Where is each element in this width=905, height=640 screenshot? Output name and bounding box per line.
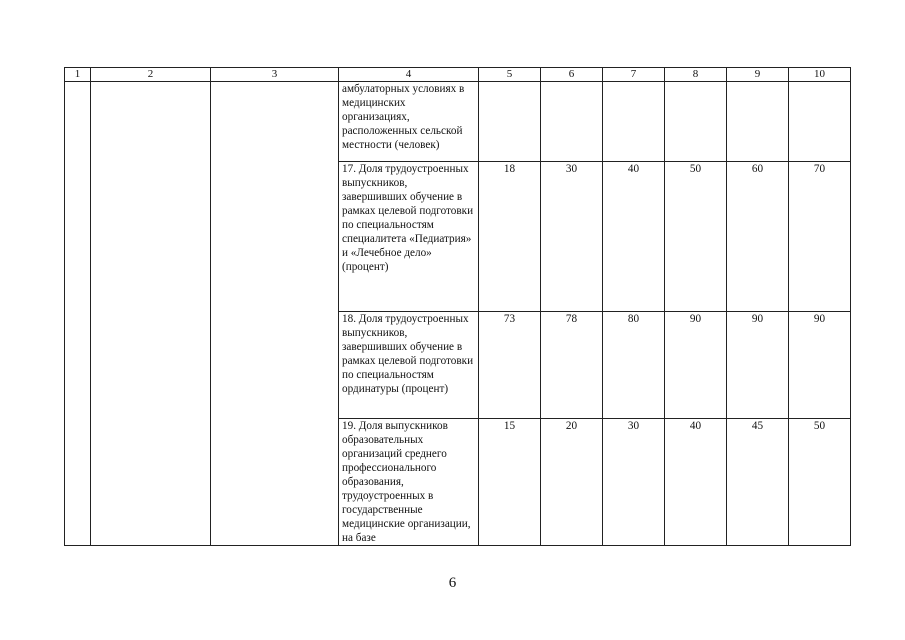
column-header: 6	[541, 68, 603, 82]
indicator-description: 17. Доля трудоустроенных выпускников, завершивших обучение в рамках целевой подготовки по специальностям специалитета «Педиатрия» и «Лечебное дело» (процент)	[339, 162, 479, 312]
column-header: 5	[479, 68, 541, 82]
value-cell: 18	[479, 162, 541, 312]
merged-cell-col1	[65, 82, 91, 546]
value-cell: 15	[479, 419, 541, 546]
value-cell: 90	[727, 312, 789, 419]
value-cell: 70	[789, 162, 851, 312]
value-cell	[789, 82, 851, 162]
value-cell	[603, 82, 665, 162]
column-header: 4	[339, 68, 479, 82]
column-header: 9	[727, 68, 789, 82]
value-cell: 90	[665, 312, 727, 419]
value-cell: 40	[665, 419, 727, 546]
page-number: 6	[448, 575, 457, 591]
column-number-row	[65, 68, 851, 82]
value-cell	[479, 82, 541, 162]
column-header: 8	[665, 68, 727, 82]
value-cell: 73	[479, 312, 541, 419]
column-header: 2	[91, 68, 211, 82]
value-cell: 90	[789, 312, 851, 419]
value-cell: 80	[603, 312, 665, 419]
indicator-description: амбулаторных условиях в медицинских организациях, расположенных сельской местности (человек)	[339, 82, 479, 162]
value-cell: 40	[603, 162, 665, 312]
value-cell: 50	[789, 419, 851, 546]
value-cell: 20	[541, 419, 603, 546]
value-cell: 78	[541, 312, 603, 419]
indicator-description: 19. Доля выпускников образовательных организаций среднего профессионального образования, трудоустроенных в государственные медицинские организации, на базе	[339, 419, 479, 546]
table-row	[65, 82, 851, 162]
indicator-description: 18. Доля трудоустроенных выпускников, завершивших обучение в рамках целевой подготовки по специальностям ординатуры (процент)	[339, 312, 479, 419]
merged-cell-col3	[211, 82, 339, 546]
column-header: 7	[603, 68, 665, 82]
merged-cell-col2	[91, 82, 211, 546]
value-cell: 60	[727, 162, 789, 312]
indicators-table	[64, 67, 851, 546]
value-cell: 45	[727, 419, 789, 546]
value-cell: 30	[541, 162, 603, 312]
value-cell	[727, 82, 789, 162]
column-header: 1	[65, 68, 91, 82]
value-cell	[541, 82, 603, 162]
column-header: 3	[211, 68, 339, 82]
value-cell: 50	[665, 162, 727, 312]
value-cell	[665, 82, 727, 162]
value-cell: 30	[603, 419, 665, 546]
column-header: 10	[789, 68, 851, 82]
